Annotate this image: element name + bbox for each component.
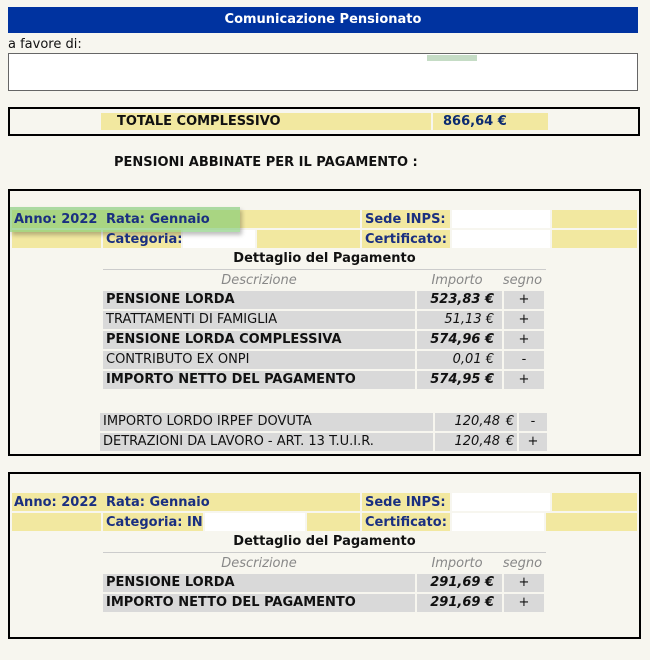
rata-label: Rata: Gennaio	[106, 212, 210, 227]
total-value: 866,64 €	[433, 113, 548, 130]
anno-label: Anno: 2022	[14, 212, 98, 227]
row-importo: 0,01 €	[417, 351, 502, 369]
row-segno: +	[504, 331, 544, 349]
total-label: TOTALE COMPLESSIVO	[101, 113, 431, 130]
beneficiary-box	[8, 53, 638, 91]
row-importo: 523,83 €	[417, 291, 502, 309]
header-row-end	[552, 210, 637, 228]
favore-label: a favore di:	[8, 37, 82, 52]
cert-value	[452, 230, 550, 248]
col-segno: segno	[502, 273, 543, 288]
redacted-mark	[427, 55, 477, 61]
row-importo: 574,95 €	[417, 371, 502, 389]
cat-value	[205, 513, 305, 531]
row-segno: +	[504, 594, 544, 612]
row-importo: 291,69 €	[417, 594, 502, 612]
cert-value	[452, 513, 544, 531]
certificato-label: Certificato:	[365, 232, 447, 247]
header-row-end	[552, 493, 637, 511]
row-segno: -	[504, 351, 544, 369]
row-desc: IMPORTO NETTO DEL PAGAMENTO	[103, 594, 415, 612]
col-descrizione: Descrizione	[221, 556, 297, 571]
row-segno: +	[504, 371, 544, 389]
col-importo: Importo	[431, 556, 483, 571]
sede-label: Sede INPS:	[365, 212, 446, 227]
irpef-desc: DETRAZIONI DA LAVORO - ART. 13 T.U.I.R.	[100, 433, 433, 451]
anno-label: Anno: 2022	[14, 495, 98, 510]
rata-label: Rata: Gennaio	[106, 495, 210, 510]
categoria-label: Categoria:	[106, 232, 183, 247]
sede-label: Sede INPS:	[365, 495, 446, 510]
irpef-desc: IMPORTO LORDO IRPEF DOVUTA	[100, 413, 433, 431]
cat-gap	[307, 513, 360, 531]
row-desc: PENSIONE LORDA	[103, 574, 415, 592]
irpef-importo: 120,48	[435, 413, 503, 431]
row-desc: IMPORTO NETTO DEL PAGAMENTO	[103, 371, 415, 389]
row-segno: +	[504, 291, 544, 309]
irpef-segno: +	[519, 433, 547, 451]
divider	[103, 269, 546, 270]
page-title: Comunicazione Pensionato	[8, 7, 638, 33]
row-importo: 574,96 €	[417, 331, 502, 349]
row-importo: 291,69 €	[417, 574, 502, 592]
irpef-segno: -	[519, 413, 547, 431]
row-segno: +	[504, 311, 544, 329]
col-importo: Importo	[431, 273, 483, 288]
cat-pad	[12, 513, 101, 531]
col-segno: segno	[502, 556, 543, 571]
row-desc: TRATTAMENTI DI FAMIGLIA	[103, 311, 415, 329]
row-desc: PENSIONE LORDA COMPLESSIVA	[103, 331, 415, 349]
col-descrizione: Descrizione	[221, 273, 297, 288]
sede-value	[452, 210, 550, 228]
irpef-euro: €	[503, 433, 517, 451]
cat-pad	[12, 230, 101, 248]
irpef-importo: 120,48	[435, 433, 503, 451]
row-segno: +	[504, 574, 544, 592]
cert-end	[546, 513, 637, 531]
cert-end	[552, 230, 637, 248]
cat-value	[183, 230, 255, 248]
irpef-euro: €	[503, 413, 517, 431]
dettaglio-title: Dettaglio del Pagamento	[233, 251, 416, 266]
divider	[103, 552, 546, 553]
row-desc: CONTRIBUTO EX ONPI	[103, 351, 415, 369]
cat-gap	[257, 230, 360, 248]
dettaglio-title: Dettaglio del Pagamento	[233, 534, 416, 549]
pensioni-title: PENSIONI ABBINATE PER IL PAGAMENTO :	[114, 155, 418, 170]
row-desc: PENSIONE LORDA	[103, 291, 415, 309]
sede-value	[452, 493, 550, 511]
categoria-label: Categoria: IN	[106, 515, 203, 530]
row-importo: 51,13 €	[417, 311, 502, 329]
certificato-label: Certificato:	[365, 515, 447, 530]
